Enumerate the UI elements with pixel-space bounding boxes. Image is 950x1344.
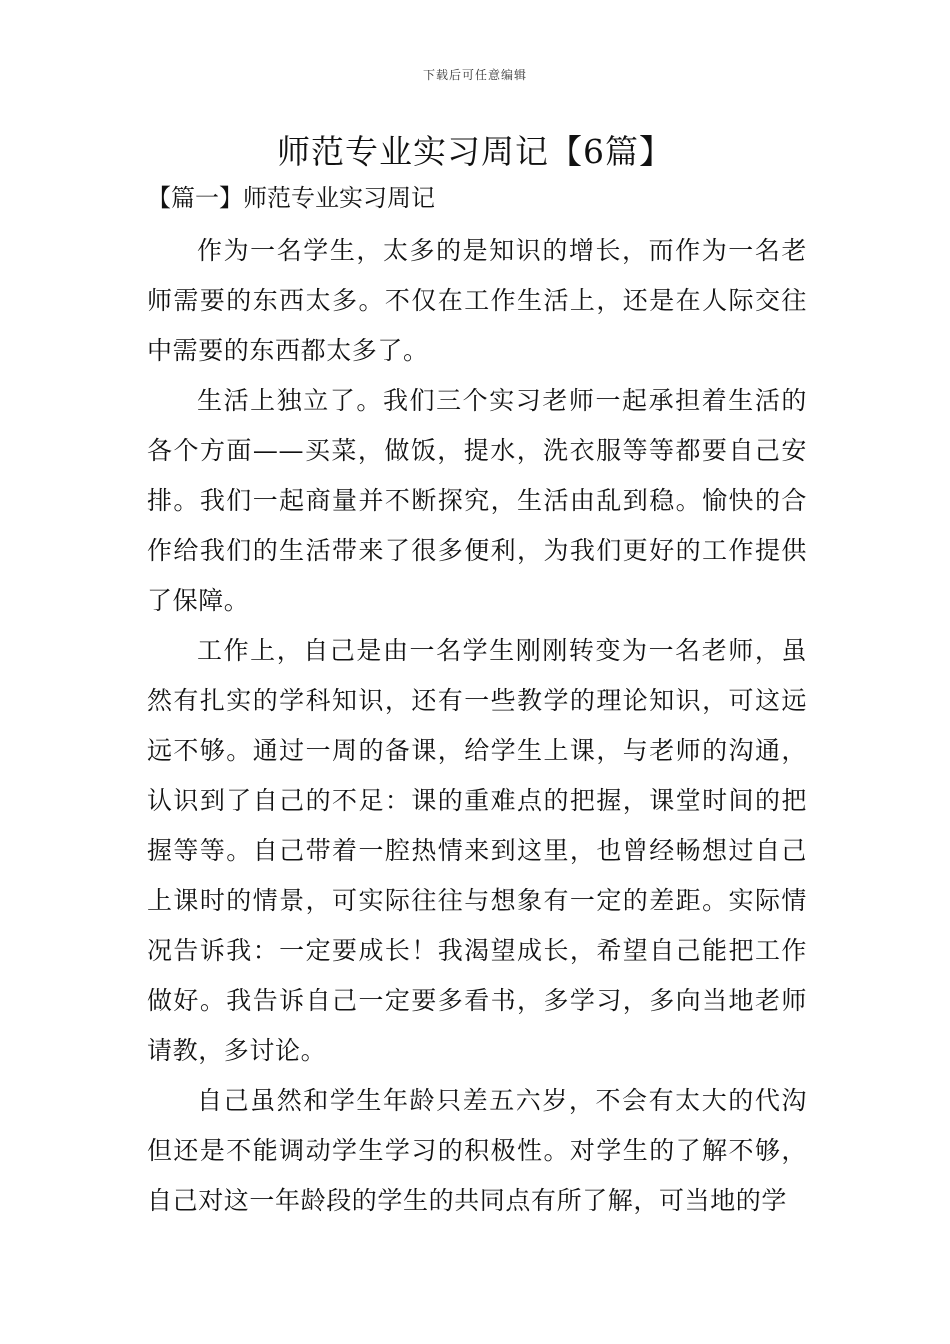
body-text [147, 226, 807, 1226]
header-note: 下载后可任意编辑 [422, 68, 527, 82]
paragraph: 自己虽然和学生年龄只差五六岁，不会有太大的代沟但还是不能调动学生学习的积极性。对学生的了解不够，自己对这一年龄段的学生的共同点有所了解，可当地的学 [147, 1086, 807, 1215]
paragraph: 生活上独立了。我们三个实习老师一起承担着生活的各个方面——买菜，做饭，提水，洗衣服等等都要自己安排。我们一起商量并不断探究，生活由乱到稳。愉快的合作给我们的生活带来了很多便利，为我们更好的工作提供了保障。 [147, 386, 807, 615]
paragraph: 作为一名学生，太多的是知识的增长，而作为一名老师需要的东西太多。不仅在工作生活上，还是在人际交往中需要的东西都太多了。 [147, 236, 807, 365]
document-title: 师范专业实习周记【6篇】 [277, 132, 673, 171]
section-heading: 【篇一】师范专业实习周记 [147, 184, 435, 212]
paragraph: 工作上，自己是由一名学生刚刚转变为一名老师，虽然有扎实的学科知识，还有一些教学的理论知识，可这远远不够。通过一周的备课，给学生上课，与老师的沟通，认识到了自己的不足：课的重难点的把握，课堂时间的把握等等。自己带着一腔热情来到这里，也曾经畅想过自己上课时的情景，可实际往往与想象有一定的差距。实际情况告诉我：一定要成长！我渴望成长，希望自己能把工作做好。我告诉自己一定要多看书，多学习，多向当地老师请教，多讨论。 [147, 636, 807, 1065]
